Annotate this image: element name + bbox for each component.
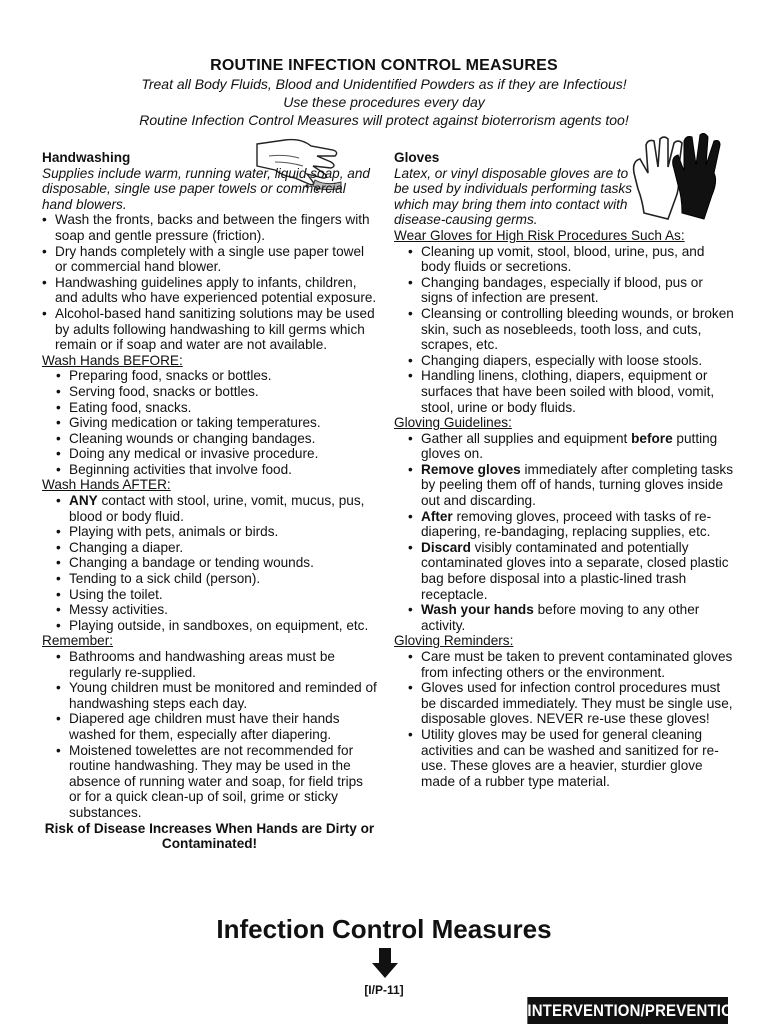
wash-before-heading: Wash Hands BEFORE:	[42, 352, 183, 368]
handwashing-intro: Supplies include warm, running water, liquid soap, and disposable, single use paper towels or commercial hand blowers.	[42, 165, 370, 212]
subtitle-line-2: Use these procedures every day	[283, 94, 485, 110]
risk-warning: Risk of Disease Increases When Hands are Dirty or Contaminated!	[44, 820, 375, 852]
list-item-text: before moving to any other activity.	[421, 602, 700, 633]
list-item: • Preparing food, snacks or bottles.	[56, 368, 377, 384]
list-item: • Beginning activities that involve food.	[56, 462, 377, 478]
list-item: • Cleaning up vomit, stool, blood, urine, pus, and body fluids or secretions.	[408, 244, 734, 275]
list-item-text: removing gloves, proceed with tasks of re-diapering, re-bandaging, replacing supplies, etc.	[421, 508, 712, 540]
wash-after-list	[42, 493, 377, 633]
header	[0, 56, 768, 129]
remember-heading: Remember:	[42, 633, 114, 649]
list-item	[408, 431, 734, 462]
subtitle-line-1: Treat all Body Fluids, Blood and Unidentified Powders as if they are Infectious!	[141, 76, 627, 92]
list-item	[56, 493, 377, 524]
gloving-reminders-list	[394, 649, 734, 789]
list-item-text: immediately after completing tasks by peeling them off of hands, turning gloves inside out and discarding.	[421, 461, 734, 509]
list-item: • Cleansing or controlling bleeding wounds, or broken skin, such as nosebleeds, tooth loss, and cuts, scrapes, etc.	[408, 306, 734, 353]
arrow-down-icon	[372, 948, 398, 978]
gloves-intro: Latex, or vinyl disposable gloves are to be used by individuals performing tasks which may bring them into contact with disease-causing germs.	[394, 165, 633, 228]
gloving-guidelines-heading: Gloving Guidelines:	[394, 415, 512, 431]
list-item: • Changing diapers, especially with loose stools.	[408, 353, 734, 369]
list-item-text: Gather all supplies and equipment	[421, 430, 632, 446]
list-item: • Tending to a sick child (person).	[56, 571, 377, 587]
handwashing-column	[42, 150, 377, 852]
gloving-guidelines-list	[394, 431, 734, 634]
list-item: • Moistened towelettes are not recommended for routine handwashing. They may be used in the absence of running water and soap, for field trips or for a quick clean-up of soil, grime or sticky substances.	[56, 743, 377, 821]
emphasis-any: ANY	[69, 493, 98, 509]
section-tab: INTERVENTION/PREVENTION	[527, 997, 728, 1024]
list-item: • Using the toilet.	[56, 587, 377, 603]
handwashing-heading: Handwashing	[42, 150, 131, 165]
list-item: • Changing bandages, especially if blood, pus or signs of infection are present.	[408, 275, 734, 306]
list-item	[408, 540, 734, 602]
list-item: • Dry hands completely with a single use paper towel or commercial hand blower.	[42, 244, 377, 275]
list-item: • Doing any medical or invasive procedure.	[56, 446, 377, 462]
list-item: • Changing a bandage or tending wounds.	[56, 555, 377, 571]
emphasis-after: After	[421, 508, 453, 524]
list-item: • Playing with pets, animals or birds.	[56, 524, 377, 540]
wash-before-list	[42, 368, 377, 477]
section-title: Infection Control Measures	[216, 914, 552, 944]
gloves-heading: Gloves	[394, 150, 440, 165]
subtitle-line-3: Routine Infection Control Measures will protect against bioterrorism agents too!	[139, 112, 629, 128]
list-item: • Wash the fronts, backs and between the fingers with soap and gentle pressure (friction).	[42, 212, 377, 243]
list-item	[408, 602, 734, 633]
emphasis-discard: Discard	[421, 539, 471, 555]
emphasis-remove-gloves: Remove gloves	[421, 461, 521, 477]
list-item: • Handling linens, clothing, diapers, equipment or surfaces that have been soiled with blood, vomit, stool, urine or body fluids.	[408, 368, 734, 415]
page-title: ROUTINE INFECTION CONTROL MEASURES	[210, 57, 558, 74]
list-item-text: contact with stool, urine, vomit, mucus, pus, blood or body fluid.	[69, 493, 365, 524]
wash-after-heading: Wash Hands AFTER:	[42, 477, 171, 493]
list-item: • Messy activities.	[56, 602, 377, 618]
list-item-text: visibly contaminated and potentially contaminated gloves into a separate, closed plastic bag before disposal into a plastic-lined trash receptacle.	[421, 539, 729, 602]
list-item-text: putting gloves on.	[421, 430, 718, 462]
list-item: • Utility gloves may be used for general cleaning activities and can be washed and sanitized for re-use. These gloves are a heavier, sturdier glove made of a rubber type material.	[408, 727, 734, 789]
handwashing-list	[42, 212, 377, 352]
list-item	[408, 509, 734, 540]
list-item: • Serving food, snacks or bottles.	[56, 384, 377, 400]
high-risk-heading: Wear Gloves for High Risk Procedures Such As:	[394, 227, 685, 243]
list-item: • Eating food, snacks.	[56, 400, 377, 416]
list-item: • Handwashing guidelines apply to infants, children, and adults who have experienced potential exposure.	[42, 275, 377, 306]
list-item: • Bathrooms and handwashing areas must be regularly re-supplied.	[56, 649, 377, 680]
list-item: • Cleaning wounds or changing bandages.	[56, 431, 377, 447]
list-item	[408, 462, 734, 509]
remember-list	[42, 649, 377, 821]
high-risk-list	[394, 244, 734, 416]
list-item: • Changing a diaper.	[56, 540, 377, 556]
list-item: • Alcohol-based hand sanitizing solutions may be used by adults following handwashing to kill germs which remain or if soap and water are not available.	[42, 306, 377, 353]
gloves-column	[394, 150, 734, 789]
page-number: [I/P-11]	[364, 983, 404, 997]
emphasis-before: before	[631, 430, 673, 446]
list-item: • Playing outside, in sandboxes, on equipment, etc.	[56, 618, 377, 634]
list-item: • Gloves used for infection control procedures must be discarded immediately. They must be single use, disposable gloves. NEVER re-use these gloves!	[408, 680, 734, 727]
gloving-reminders-heading: Gloving Reminders:	[394, 633, 514, 649]
list-item: • Giving medication or taking temperatures.	[56, 415, 377, 431]
list-item: • Diapered age children must have their hands washed for them, especially after diapering.	[56, 711, 377, 742]
list-item: • Care must be taken to prevent contaminated gloves from infecting others or the environment.	[408, 649, 734, 680]
list-item: • Young children must be monitored and reminded of handwashing steps each day.	[56, 680, 377, 711]
emphasis-wash-hands: Wash your hands	[421, 602, 534, 618]
